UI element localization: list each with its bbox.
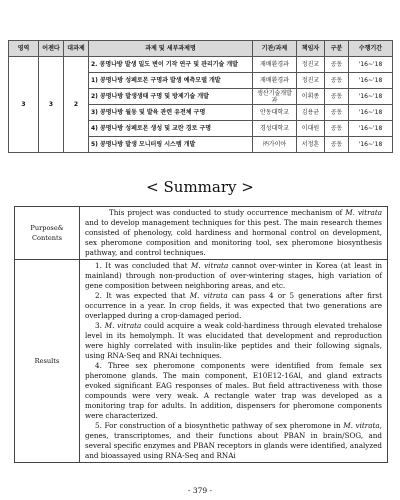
type-cell: 공동 (325, 105, 349, 121)
lead-cell: 이휘종 (297, 89, 325, 105)
text-run: could acquire a weak cold-hardiness through elevated trehalose level in its hemolymph. It was elucidated that development and reproduction were highly correlated with insulin-like peptides and their following signals, using RNA-Seq and RNAi techniques. (85, 321, 382, 360)
text-run: This project was conducted to study occurrence mechanism of (109, 208, 346, 217)
period-cell: '16~'18 (349, 73, 393, 89)
lead-cell: 김용균 (297, 105, 325, 121)
area-cell: 3 (9, 57, 39, 153)
text-run: 2. It was expected that (95, 291, 190, 300)
column-header: 어젠다 (39, 41, 64, 57)
type-cell: 공동 (325, 57, 349, 73)
species-name: M. vitrata (104, 321, 142, 330)
species-name: M. vitrata (343, 421, 380, 430)
result-paragraph (85, 261, 382, 291)
column-header: 기관/과제 (253, 41, 297, 57)
column-header: 수행기간 (349, 41, 393, 57)
type-cell: 공동 (325, 73, 349, 89)
lead-cell: 이대원 (297, 121, 325, 137)
task-name: 2. 콩명나방 발생 밀도 변이 기작 연구 및 관리기술 개발 (89, 57, 253, 73)
text-run: 1. It was concluded that (95, 261, 191, 270)
purpose-paragraph (85, 208, 382, 258)
major-task-cell: 2 (64, 57, 89, 153)
text-run: and to develop management techniques for this pest. The main research themes consisted of phenology, cold hardiness and hormonal control on development, sex pheromone composition and monitoring tool, sex pheromone biosynthesis pathway, and control techniques. (85, 218, 382, 257)
purpose-row (15, 207, 388, 260)
summary-table (14, 206, 388, 463)
org-cell: ㈜가이아 (253, 137, 297, 153)
org-cell: 재배환경과 (253, 57, 297, 73)
agenda-cell: 3 (39, 57, 64, 153)
period-cell: '16~'18 (349, 57, 393, 73)
period-cell: '16~'18 (349, 137, 393, 153)
result-paragraph (85, 421, 382, 461)
table-header-row (9, 41, 393, 57)
period-cell: '16~'18 (349, 89, 393, 105)
species-name: M. vitrata (345, 208, 383, 217)
result-paragraph (85, 321, 382, 361)
project-table (8, 40, 393, 153)
task-name: 5) 콩명나방 발생 모니터링 시스템 개발 (89, 137, 253, 153)
column-header: 책임자 (297, 41, 325, 57)
task-name: 3) 콩명나방 월동 및 발육 관련 유전체 구명 (89, 105, 253, 121)
org-cell: 경성대학교 (253, 121, 297, 137)
column-header: 대과제 (64, 41, 89, 57)
text-run: cannot over-winter in Korea (at least in mainland) through non-production of over-wintering stages, high variation of gene composition between neighboring areas, and etc. (85, 261, 382, 290)
column-header: 과제 및 세부과제명 (89, 41, 253, 57)
period-cell: '16~'18 (349, 121, 393, 137)
column-header: 구분 (325, 41, 349, 57)
lead-cell: 서정혼 (297, 137, 325, 153)
species-name: M. vitrata (189, 291, 228, 300)
purpose-label: Purpose& Contents (15, 207, 80, 260)
lead-cell: 정진교 (297, 57, 325, 73)
task-name: 2) 콩명나방 발생생태 구명 및 방제기술 개발 (89, 89, 253, 105)
summary-title: < Summary > (146, 178, 254, 196)
type-cell: 공동 (325, 137, 349, 153)
column-header: 영역 (9, 41, 39, 57)
period-cell: '16~'18 (349, 105, 393, 121)
results-label: Results (15, 260, 80, 463)
text-run: 4. Three sex pheromone components were identified from female sex pheromone glands. The main component, E10E12-16Al, and gland extracts evoked significant EAG responses of males. But field attractiveness with those compounds were very weak. A rectangle water trap was developed as a monitoring trap for adults. In addition, dispensers for pheromone components were characterized. (85, 361, 382, 420)
result-paragraph (85, 361, 382, 421)
result-paragraph (85, 291, 382, 321)
task-name: 4) 콩명나방 성페로몬 생성 및 교란 경로 구명 (89, 121, 253, 137)
text-run: 5. For construction of a biosynthetic pathway of sex pheromone in (95, 421, 344, 430)
text-run: , genes, transcriptomes, and their functions about PBAN in brain/SOG, and several specific enzymes and PBAN receptors in glands were identified, analyzed and bioassayed using RNA-Seq and RNAi (85, 421, 382, 460)
org-cell: 생산기술개발과 (253, 89, 297, 105)
task-name: 1) 콩명나방 성페로몬 구명과 발생 예측모델 개발 (89, 73, 253, 89)
table-row (9, 57, 393, 73)
species-name: M. vitrata (191, 261, 229, 270)
type-cell: 공동 (325, 89, 349, 105)
results-row (15, 260, 388, 463)
org-cell: 안동대학교 (253, 105, 297, 121)
page-number: - 379 - (187, 486, 213, 495)
lead-cell: 정진교 (297, 73, 325, 89)
results-contents (80, 260, 388, 463)
purpose-contents (80, 207, 388, 260)
text-run: 3. (95, 321, 105, 330)
org-cell: 재배환경과 (253, 73, 297, 89)
text-run: can pass 4 or 5 generations after first occurrence in a year. In crop fields, it was expected that two generations are overlapped during a crop-damaged period. (85, 291, 382, 320)
type-cell: 공동 (325, 121, 349, 137)
